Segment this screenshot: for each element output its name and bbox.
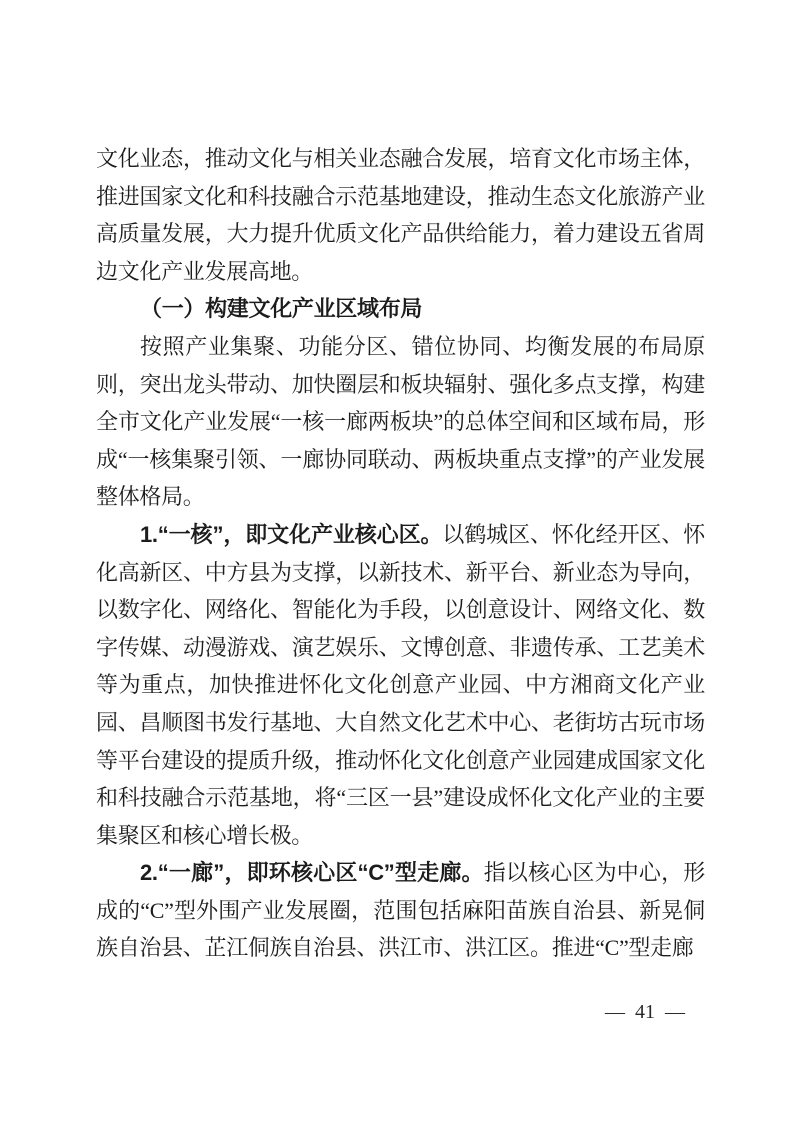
page-body <box>96 140 705 967</box>
footer-left-dash: — <box>605 1001 625 1023</box>
paragraph-continuation: 文化业态，推动文化与相关业态融合发展，培育文化市场主体，推进国家文化和科技融合示范基地建设，推动生态文化旅游产业高质量发展，大力提升优质文化产品供给能力，着力建设五省周边文化产业发展高地。 <box>96 146 705 284</box>
page-footer <box>595 998 695 1026</box>
section-heading: （一）构建文化产业区域布局 <box>140 296 423 322</box>
footer-right-dash: — <box>665 1001 685 1023</box>
list-item-one-core-lead: 1.“一核”，即文化产业核心区。 <box>140 521 443 547</box>
list-item-one-corridor-body: 指以核心区为中心，形成的“C”型外围产业发展圈，范围包括麻阳苗族自治县、新晃侗族自治县、芷江侗族自治县、洪江市、洪江区。推进“C”型走廊 <box>96 860 705 961</box>
list-item-one-corridor-lead: 2.“一廊”，即环核心区“C”型走廊。 <box>140 860 484 886</box>
paragraph-regional-layout: 按照产业集聚、功能分区、错位协同、均衡发展的布局原则，突出龙头带动、加快圈层和板块辐射、强化多点支撑，构建全市文化产业发展“一核一廊两板块”的总体空间和区域布局，形成“一核集聚引领、一廊协同联动、两板块重点支撑”的产业发展整体格局。 <box>96 333 705 510</box>
list-item-one-core-body: 以鹤城区、怀化经开区、怀化高新区、中方县为支撑，以新技术、新平台、新业态为导向，以数字化、网络化、智能化为手段，以创意设计、网络文化、数字传媒、动漫游戏、演艺娱乐、文博创意、非遗传承、工艺美术等为重点，加快推进怀化文化创意产业园、中方湘商文化产业园、昌顺图书发行基地、大自然文化艺术中心、老街坊古玩市场等平台建设的提质升级，推动怀化文化创意产业园建成国家文化和科技融合示范基地，将“三区一县”建设成怀化文化产业的主要集聚区和核心增长极。 <box>96 521 705 848</box>
list-item-one-core <box>96 516 705 854</box>
page-number: 41 <box>635 1001 655 1023</box>
list-item-one-corridor <box>96 854 705 967</box>
